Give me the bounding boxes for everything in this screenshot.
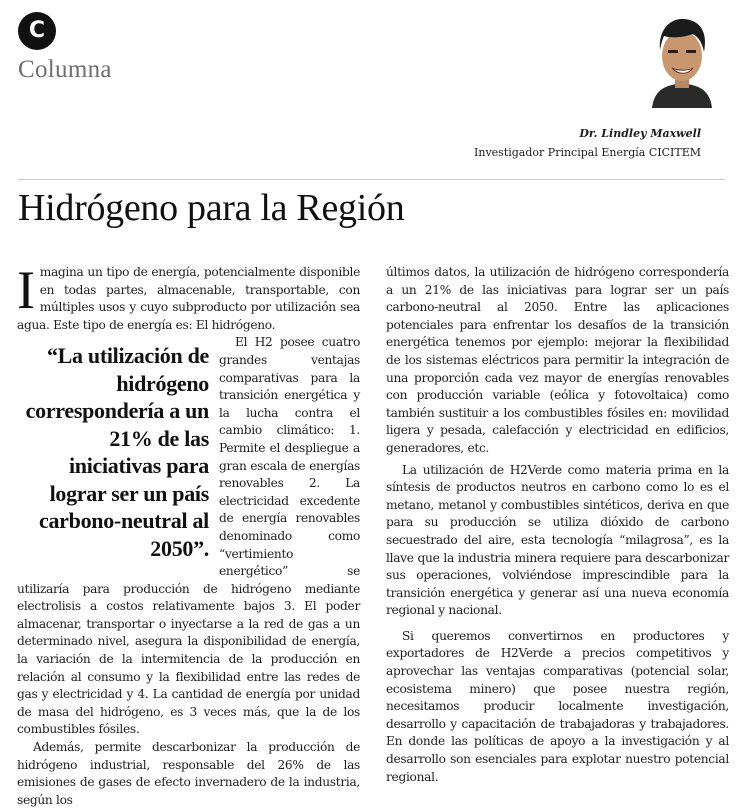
article-column-right	[386, 264, 729, 786]
paragraph-intro-text: magina un tipo de energía, potencialmente disponible en todas partes, almacenable, transportable, con múltiples usos y cuyo subproducto por utilización sea agua. Este tipo de energía es: El hidrógeno.	[17, 265, 360, 332]
author-role: Investigador Principal Energía CICITEM	[474, 146, 701, 159]
article-title: Hidrógeno para la Región	[18, 187, 405, 229]
paragraph-intro	[17, 260, 360, 334]
author-block	[474, 124, 701, 162]
paragraph-advantages	[17, 334, 360, 739]
paragraph-continued: últimos datos, la utilización de hidrógeno correspondería a un 21% de las iniciativas para lograr ser un país carbono-neutral al 2050. Entre las aplicaciones potenciales para enfrentar los desafíos de la transición energética tenemos por ejemplo: mejorar la flexibilidad de los sistemas eléctricos para permitir la integración de una proporción cada vez mayor de energías renovables con producción variable (eólica y fotovoltaica) como también sustituir a los combustibles fósiles en: movilidad ligera y pesada, calefacción y electricidad en edificios, generadores, etc.	[386, 265, 729, 455]
drop-cap: I	[17, 260, 35, 320]
article-column-left	[17, 260, 360, 809]
section-badge: C	[18, 12, 56, 50]
section-label: Columna	[18, 56, 112, 83]
paragraph-industrial: Además, permite descarbonizar la producción de hidrógeno industrial, responsable del 26% de las emisiones de gases de efecto invernadero de la industria, según los	[17, 740, 360, 807]
paragraph-advantages-text: El H2 posee cuatro grandes ventajas comparativas para la transición energética y la lucha contra el cambio climático: 1. Permite el despliegue a gran escala de energías renovables 2. La electricidad excedente de energía renovables denominado como “vertimiento energético” se utilizaría para producción de hidrógeno mediante electrolisis a costos relativamente bajos 3. El poder almacenar, transportar o inyectarse a la red de gas a un determinado nivel, asegura la disponibilidad de energía, la variación de la intermitencia de la producción en relación al consumo y la flexibilidad entre las redes de gas y electricidad y 4. La cantidad de energía por unidad de masa del hidrógeno, es 3 veces más, que la de los combustibles fósiles.	[17, 335, 360, 737]
paragraph-exporters: Si queremos convertirnos en productores y exportadores de H2Verde a precios competitivos y aprovechar las ventajas comparativas (potencial solar, ecosistema minero) que posee nuestra región, necesitamos producir localmente investigación, desarrollo y capacitación de trabajadoras y trabajadores. En donde las políticas de apoyo a la investigación y al desarrollo son esenciales para explotar nuestro potencial regional.	[386, 628, 729, 784]
author-photo	[648, 14, 716, 108]
divider	[18, 179, 725, 180]
pull-quote: “La utilización de hidrógeno correspondería a un 21% de las iniciativas para lograr ser un país carbono-neutral al 2050”.	[25, 343, 209, 561]
author-name: Dr. Lindley Maxwell	[579, 127, 701, 140]
paragraph-h2verde: La utilización de H2Verde como materia prima en la síntesis de productos neutros en carbono como lo es el metano, metanol y combustibles sintéticos, deriva en que para su producción se utiliza dióxido de carbono secuestrado del aire, esta tecnología “milagrosa”, es la llave que la industria minera requiere para descarbonizar sus operaciones, volviéndose imprescindible para la transición energética y generar así una nueva economía regional y nacional.	[386, 462, 729, 618]
